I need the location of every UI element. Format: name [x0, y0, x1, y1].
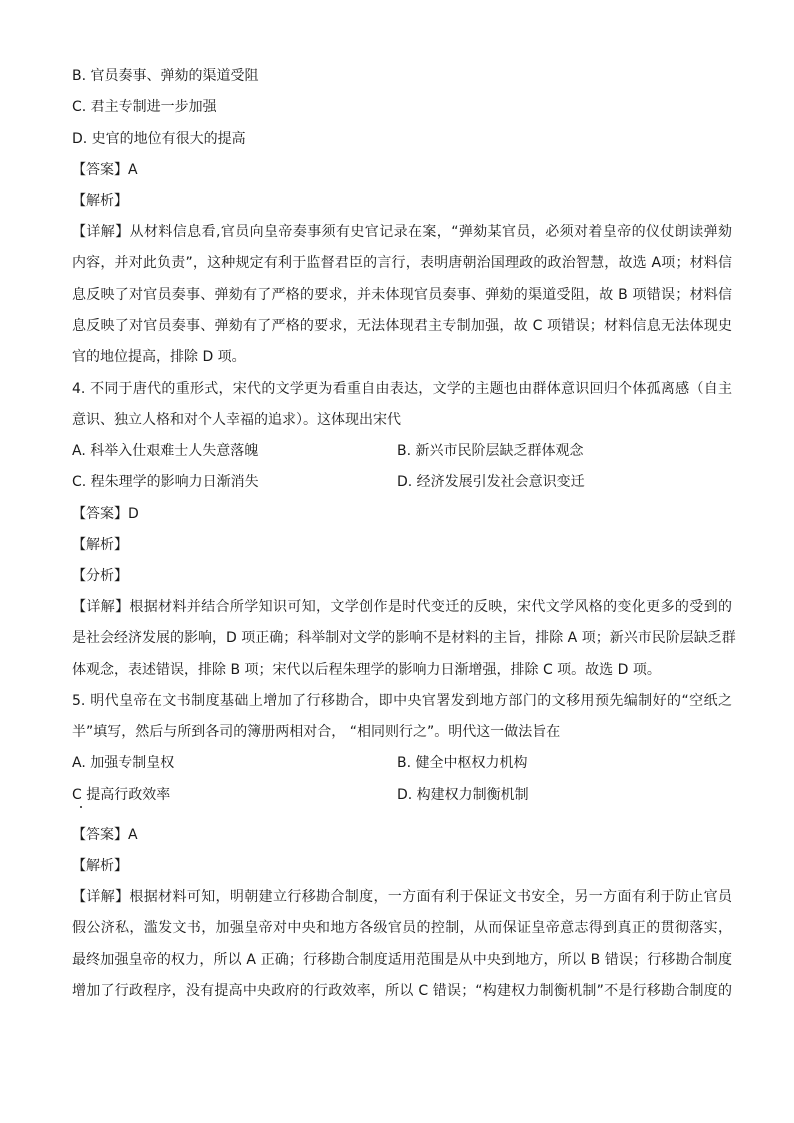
q4-option-d: D. 经济发展引发社会意识变迁: [397, 474, 585, 490]
q5-detail-line: 增加了行政程序，没有提高中央政府的行政效率，所以 C 错误；“构建权力制衡机制”不是行移勘合制度的: [72, 983, 732, 999]
q3-detail-line: 息反映了对官员奏事、弹劾有了严格的要求，无法体现君主专制加强，故 C 项错误；材料信息无法体现史: [72, 318, 732, 334]
q3-detail-line: 息反映了对官员奏事、弹劾有了严格的要求，并未体现官员奏事、弹劾的渠道受阻，故 B 项错误；材料信: [72, 287, 732, 303]
q5-detail-line: 【详解】根据材料可知，明朝建立行移勘合制度，一方面有利于保证文书安全，另一方面有利于防止官员: [72, 889, 732, 905]
q5-stem-line: 半”填写，然后与所到各司的簿册两相对合， “相同则行之”。明代这一做法旨在: [72, 724, 561, 740]
q5-option-d: D. 构建权力制衡机制: [397, 787, 529, 803]
q5-option-c: C 提高行政效率: [72, 787, 171, 803]
q3-detail-line: 官的地位提高，排除 D 项。: [72, 349, 246, 365]
q5-detail-line: 最终加强皇帝的权力，所以 A 正确；行移勘合制度适用范围是从中央到地方，所以 B 错误；行移勘合制度: [72, 952, 732, 968]
q5-answer: 【答案】A: [72, 827, 138, 843]
q3-option-b: B. 官员奏事、弹劾的渠道受阻: [72, 68, 259, 84]
q4-detail-line: 【详解】根据材料并结合所学知识可知，文学创作是时代变迁的反映，宋代文学风格的变化更多的受到的: [72, 599, 732, 615]
q5-analysis-label: 【解析】: [72, 858, 128, 874]
q3-answer: 【答案】A: [72, 162, 138, 178]
q4-detail-line: 是社会经济发展的影响，D 项正确；科举制对文学的影响不是材料的主旨，排除 A 项；新兴市民阶层缺乏群: [72, 630, 736, 646]
q3-option-d: D. 史官的地位有很大的提高: [72, 131, 246, 147]
q4-fenxi-label: 【分析】: [72, 568, 128, 584]
q3-detail-line: 内容，并对此负责”，这种规定有利于监督君臣的言行，表明唐朝治国理政的政治智慧，故选 A项；材料信: [72, 255, 732, 271]
q3-detail-line: 【详解】从材料信息看,官员向皇帝奏事须有史官记录在案，“弹劾某官员，必须对着皇帝的仪仗朗读弹劾: [72, 224, 732, 240]
q4-answer: 【答案】D: [72, 506, 139, 522]
q5-option-a: A. 加强专制皇权: [72, 755, 175, 771]
stray-dot: [80, 806, 82, 808]
q4-option-b: B. 新兴市民阶层缺乏群体观念: [397, 443, 584, 459]
q3-option-c: C. 君主专制进一步加强: [72, 99, 217, 115]
q5-option-b: B. 健全中枢权力机构: [397, 755, 528, 771]
q3-analysis-label: 【解析】: [72, 193, 128, 209]
q4-option-c: C. 程朱理学的影响力日渐消失: [72, 474, 259, 490]
q4-stem-line: 4. 不同于唐代的重形式，宋代的文学更为看重自由表达，文学的主题也由群体意识回归个体孤离感（自主: [72, 381, 732, 397]
q4-stem-line: 意识、独立人格和对个人幸福的追求）。这体现出宋代: [72, 412, 401, 428]
q5-stem-line: 5. 明代皇帝在文书制度基础上增加了行移勘合，即中央官署发到地方部门的文移用预先编制好的“空纸之: [72, 693, 732, 709]
q4-analysis-label: 【解析】: [72, 537, 128, 553]
q4-detail-line: 体观念，表述错误，排除 B 项；宋代以后程朱理学的影响力日渐增强，排除 C 项。故选 D 项。: [72, 662, 661, 678]
q5-detail-line: 假公济私，滥发文书，加强皇帝对中央和地方各级官员的控制，从而保证皇帝意志得到真正的贯彻落实，: [72, 920, 732, 936]
q4-option-a: A. 科举入仕艰难士人失意落魄: [72, 443, 259, 459]
